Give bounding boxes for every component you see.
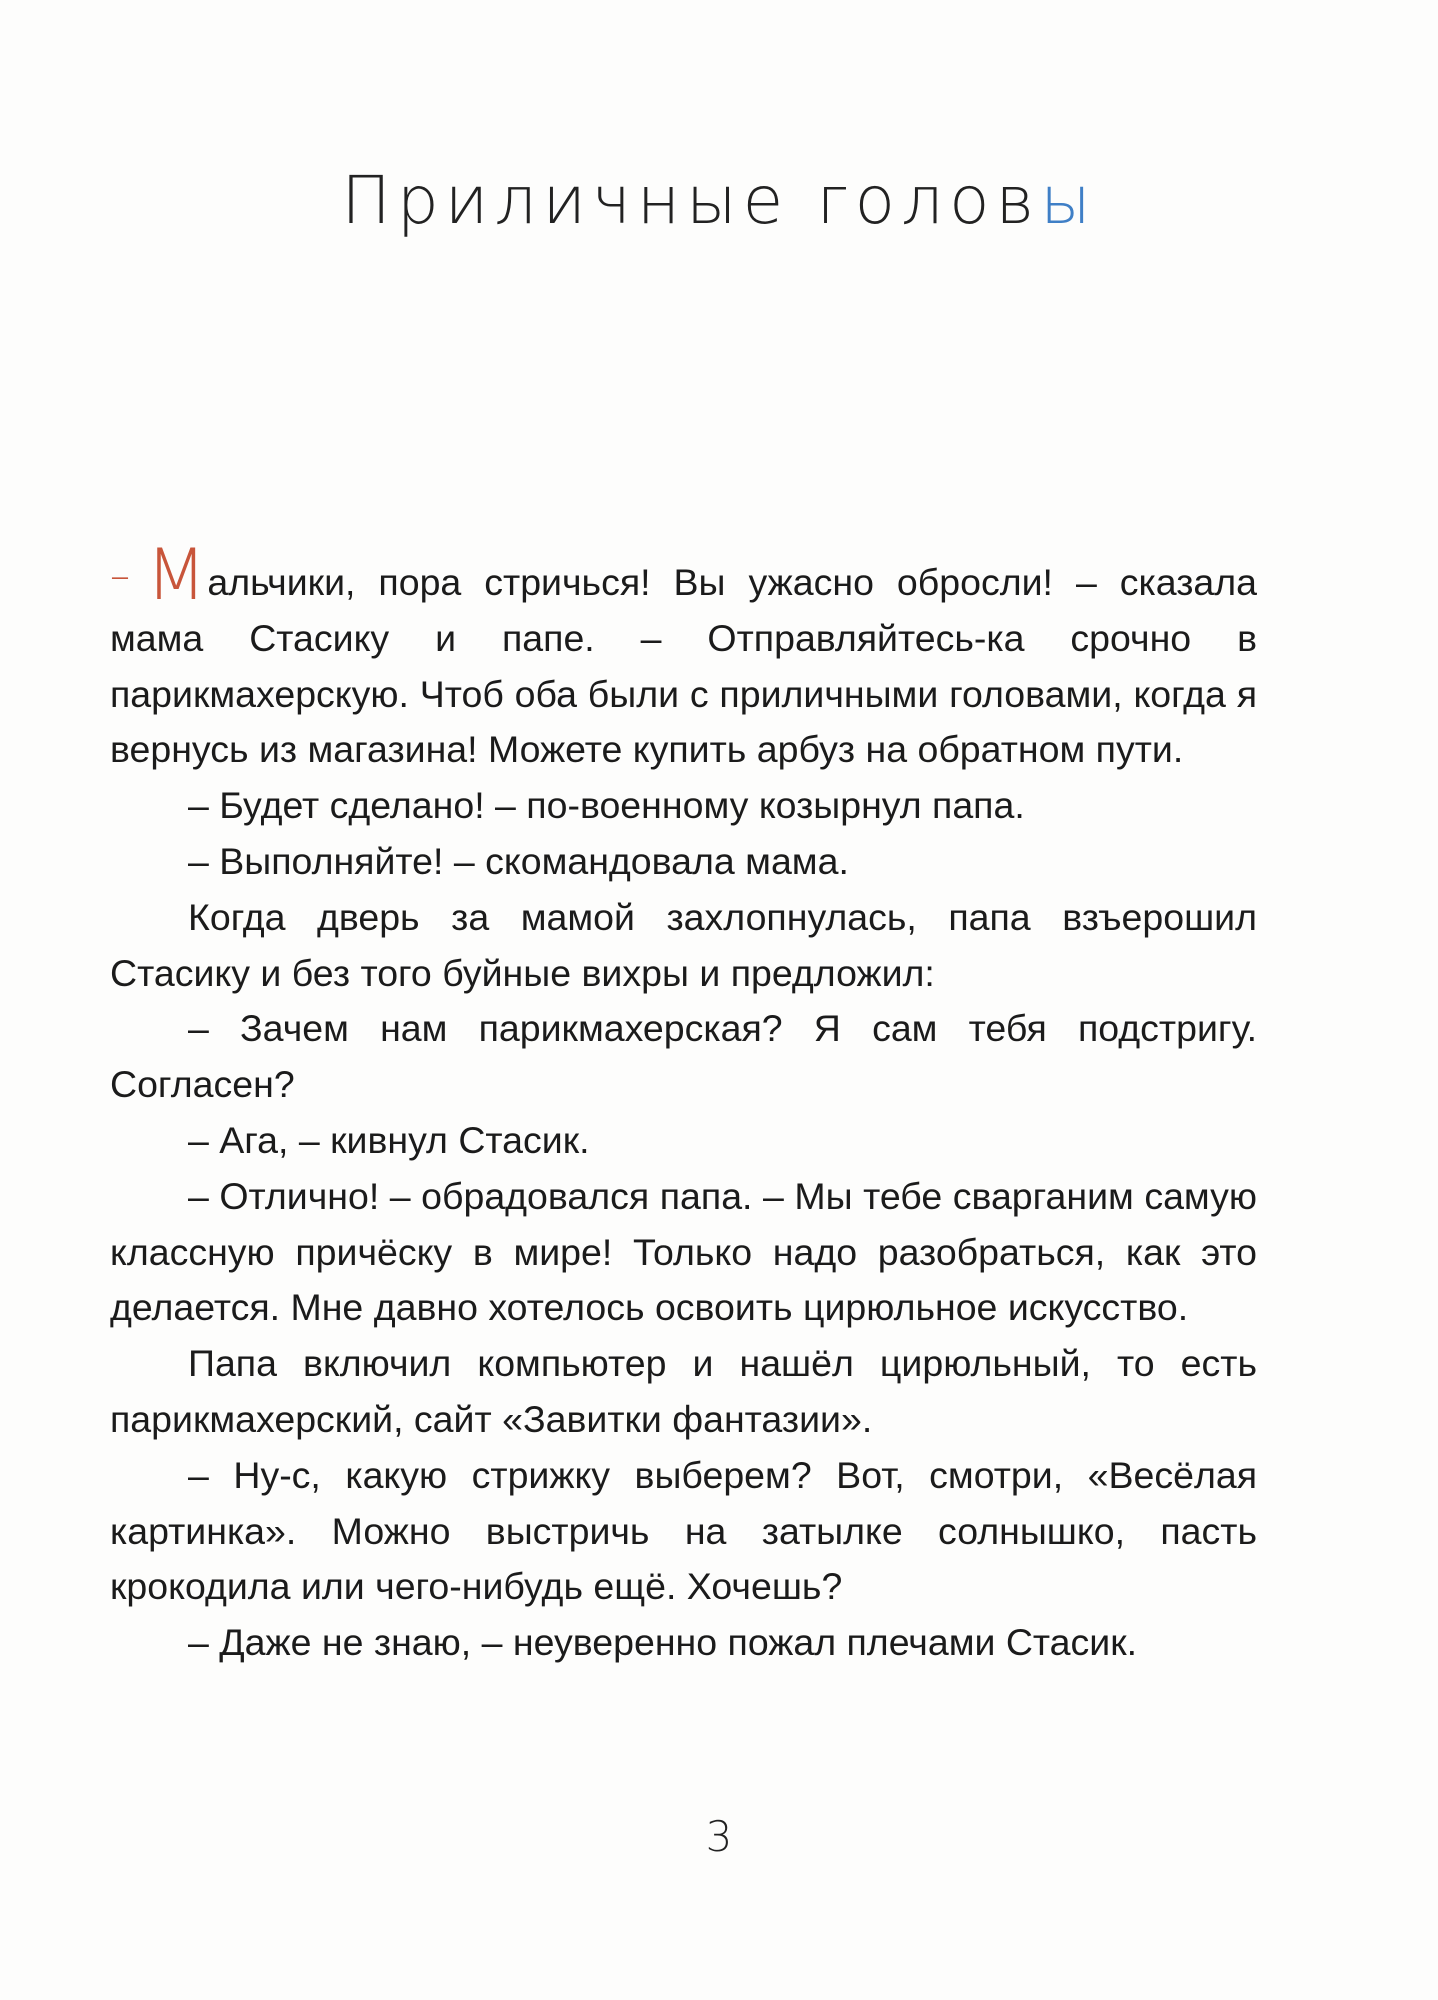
story-paragraph-3: – Выполняйте! – скомандовала мама. (188, 839, 849, 882)
story-paragraph-6: – Ага, – кивнул Стасик. (188, 1118, 590, 1161)
story-paragraph-10: – Даже не знаю, – неуверенно пожал плечами Стасик. (188, 1621, 1138, 1664)
chapter-title-part3: ы (1040, 162, 1097, 239)
page-number: 3 (705, 1812, 733, 1861)
chapter-title-part2: голов (816, 162, 1041, 239)
story-text (110, 534, 1257, 1671)
story-paragraph-9: – Ну-с, какую стрижку выберем? Вот, смотри, «Весёлая картинка». Можно выстричь на затылке солнышко, пасть крокодила или чего-нибудь ещё. Хочешь? (110, 1453, 1257, 1608)
story-paragraph-7: – Отлично! – обрадовался папа. – Мы тебе сварганим самую классную причёску в мире! Только надо разобраться, как это делается. Мне давно хотелось освоить цирюльное искусство. (110, 1174, 1257, 1329)
chapter-title-part1: Приличные (341, 162, 817, 239)
dropcap-dash: – (110, 553, 130, 599)
story-paragraph-1-text: альчики, пора стричься! Вы ужасно обросли! – сказала мама Стасику и папе. – Отправляйтесь-ка срочно в парикмахерскую. Чтоб оба были с приличными головами, когда я вернусь из магазина! Можете купить арбуз на обратном пути. (110, 561, 1257, 771)
story-paragraph-2: – Будет сделано! – по-военному козырнул папа. (188, 784, 1025, 827)
story-paragraph-5: – Зачем нам парикмахерская? Я сам тебя подстригу. Согласен? (110, 1007, 1257, 1106)
dropcap-letter: М (146, 534, 207, 616)
story-paragraph-1 (110, 534, 1257, 778)
story-paragraph-4: Когда дверь за мамой захлопнулась, папа взъерошил Стасику и без того буйные вихры и предложил: (110, 895, 1257, 994)
chapter-title (0, 162, 1438, 239)
story-paragraph-8: Папа включил компьютер и нашёл цирюльный, то есть парикмахерский, сайт «Завитки фантазии». (110, 1342, 1257, 1440)
